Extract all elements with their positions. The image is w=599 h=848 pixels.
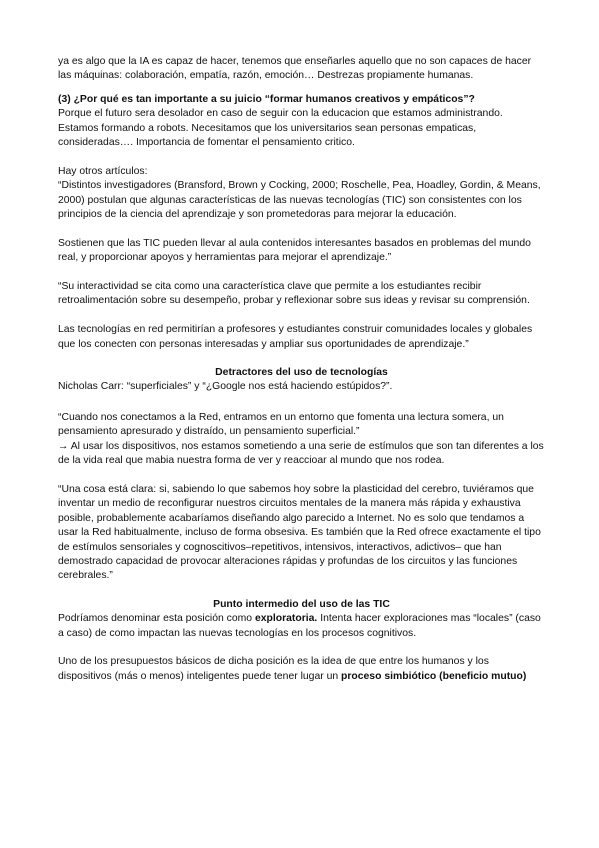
paragraph-tic-classroom: Sostienen que las TIC pueden llevar al aula contenidos interesantes basados en problemas del mundo real, y proporcionar apoyos y herramientas para mejorar el aprendizaje.”	[58, 237, 531, 264]
paragraph-symbiotic-text-a: Uno de los presupuestos básicos de dicha posición es la idea de que entre los humanos y los dispositivos (más o menos) inteligentes puede tener lugar un	[58, 656, 489, 682]
paragraph-brain-plasticity-quote: “Una cosa está clara: si, sabiendo lo que sabemos hoy sobre la plasticidad del cerebro, tuviéramos que inventar un medio de reconfigurar nuestros circuitos mentales de la manera más rápida y exhaustiva posible, probablemente acabaríamos diseñando algo parecido a Internet. No es solo que tendamos a usar la Red habitualmente, incluso de forma obsesiva. Es también que la Red ofrece exactamente el tipo de estímulos sensoriales y cognoscitivos–repetitivos, intensivos, interactivos, adictivos– que han demostrado capacidad de provocar alteraciones rápidas y profundas de los circuitos y las funciones cerebrales.”	[58, 483, 541, 582]
question-3: (3) ¿Por qué es tan importante a su juicio “formar humanos creativos y empáticos”?	[58, 93, 475, 105]
paragraph-intro: ya es algo que la IA es capaz de hacer, tenemos que enseñarles aquello que no son capaces de hacer las máquinas: colaboración, empatía, razón, emoción… Destrezas propiamente humanas.	[58, 56, 532, 82]
paragraph-other-articles-label: Hay otros artículos:	[58, 165, 148, 177]
paragraph-exploratory-text-a: Podríamos denominar esta posición como	[58, 613, 255, 625]
paragraph-symbiotic	[58, 655, 545, 684]
paragraph-exploratory-text-c: Intenta hacer exploraciones mas “locales” (caso a caso) de como impactan las nuevas tecnologías en los procesos cognitivos.	[58, 613, 541, 639]
paragraph-symbiotic-bold: proceso simbiótico (beneficio mutuo)	[341, 670, 527, 682]
paragraph-answer-3: Porque el futuro sera desolador en caso de seguir con la educacion que estamos administrando. Estamos formando a robots. Necesitamos que los universitarios sean personas empaticas, consideradas…. Importancia de fomentar el pensamiento critico.	[58, 108, 503, 149]
paragraph-exploratory-bold: exploratoria.	[254, 613, 318, 625]
paragraph-network-tech: Las tecnologías en red permitirían a profesores y estudiantes construir comunidades locales y globales que los conecten con personas interesadas y ampliar sus oportunidades de aprendizaje.”	[58, 324, 533, 350]
heading-intermediate: Punto intermedio del uso de las TIC	[213, 598, 390, 610]
paragraph-devices-note: → Al usar los dispositivos, nos estamos sometiendo a una serie de estímulos que son tan diferentes a los de la vida real que mabia nuestra forma de ver y reaccioar al mundo que nos rodea.	[58, 440, 544, 467]
paragraph-interactivity: “Su interactividad se cita como una característica clave que permite a los estudiantes recibir retroalimentación sobre su desempeño, probar y reflexionar sobre sus ideas y revisar su comprensión.	[58, 281, 530, 307]
paragraph-exploratory	[58, 612, 545, 641]
heading-detractors: Detractores del uso de tecnologías	[215, 367, 388, 379]
paragraph-nicholas-carr: Nicholas Carr: “superficiales” y “¿Google nos está haciendo estúpidos?”.	[58, 381, 393, 393]
paragraph-quote-researchers: “Distintos investigadores (Bransford, Brown y Cocking, 2000; Roschelle, Pea, Hoadley, Gordin, & Means, 2000) postulan que algunas características de las nuevas tecnologías (TIC) son consistentes con los principios de la ciencia del aprendizaje y son prometedoras para mejorar la educación.	[58, 180, 541, 221]
paragraph-carr-quote: “Cuando nos conectamos a la Red, entramos en un entorno que fomenta una lectura somera, un pensamiento apresurado y distraído, un pensamiento superficial.”	[58, 411, 504, 438]
